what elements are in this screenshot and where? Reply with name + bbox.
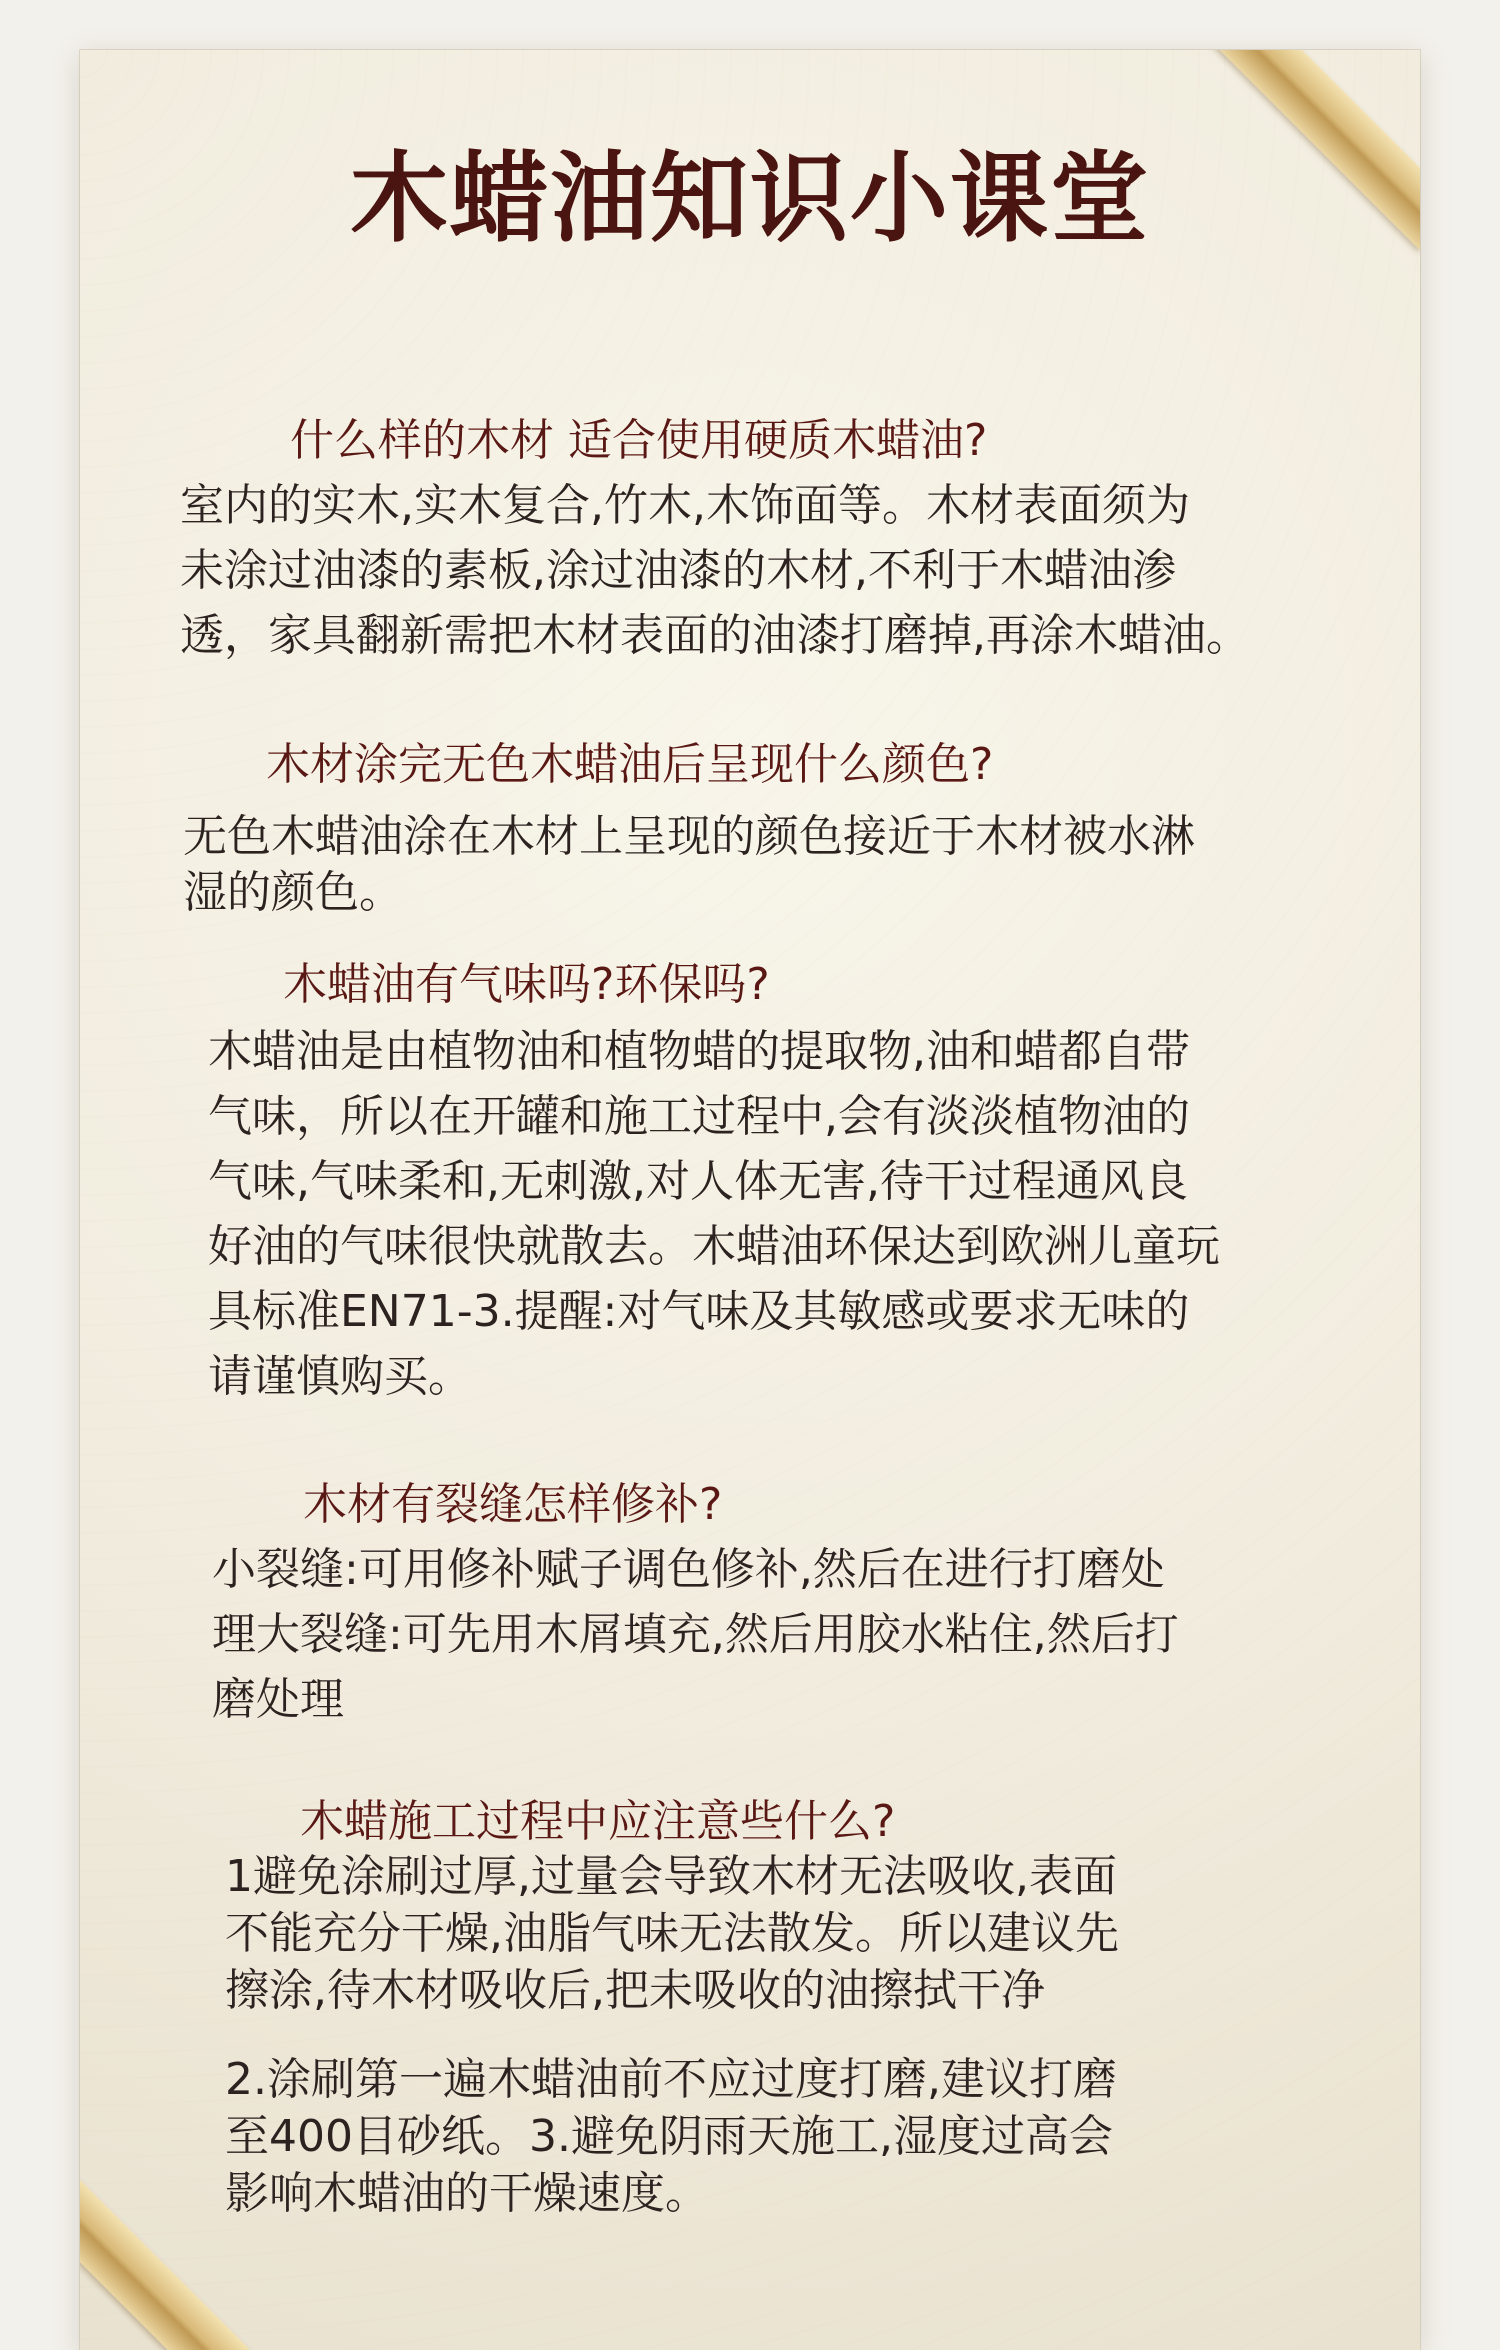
answer-line: 1避免涂刷过厚,过量会导致木材无法吸收,表面 — [225, 1851, 1117, 1902]
question-heading: 木材涂完无色木蜡油后呈现什么颜色? — [266, 739, 994, 790]
answer-line: 透，家具翻新需把木材表面的油漆打磨掉,再涂木蜡油。 — [180, 610, 1250, 661]
answer-line: 室内的实木,实木复合,竹木,木饰面等。木材表面须为 — [180, 480, 1190, 531]
answer-line: 请谨慎购买。 — [208, 1351, 472, 1402]
answer-text — [183, 809, 1195, 921]
answer-line: 理大裂缝:可先用木屑填充,然后用胶水粘住,然后打 — [212, 1609, 1179, 1660]
answer-line: 未涂过油漆的素板,涂过油漆的木材,不利于木蜡油渗 — [180, 545, 1176, 596]
answer-line: 不能充分干燥,油脂气味无法散发。所以建议先 — [225, 1908, 1119, 1959]
question-heading: 木蜡施工过程中应注意些什么? — [300, 1796, 896, 1847]
answer-line: 至400目砂纸。3.避免阴雨天施工,湿度过高会 — [225, 2111, 1113, 2162]
answer-line: 2.涂刷第一遍木蜡油前不应过度打磨,建议打磨 — [225, 2054, 1117, 2105]
answer-line: 好油的气味很快就散去。木蜡油环保达到欧洲儿童玩 — [208, 1221, 1220, 1272]
answer-line: 擦涂,待木材吸收后,把未吸收的油擦拭干净 — [225, 1965, 1045, 2016]
answer-line: 气味，所以在开罐和施工过程中,会有淡淡植物油的 — [208, 1091, 1190, 1142]
answer-text — [208, 1019, 1220, 1409]
answer-line: 磨处理 — [212, 1674, 344, 1725]
answer-line: 气味,气味柔和,无刺激,对人体无害,待干过程通风良 — [208, 1156, 1188, 1207]
answer-line: 无色木蜡油涂在木材上呈现的颜色接近于木材被水淋 — [183, 811, 1195, 862]
question-heading: 木材有裂缝怎样修补? — [303, 1479, 723, 1530]
answer-text — [180, 473, 1250, 668]
question-heading: 木蜡油有气味吗?环保吗? — [283, 959, 770, 1010]
answer-line: 湿的颜色。 — [183, 867, 403, 918]
question-heading: 什么样的木材 适合使用硬质木蜡油? — [290, 415, 988, 466]
answer-line: 木蜡油是由植物油和植物蜡的提取物,油和蜡都自带 — [208, 1026, 1190, 1077]
paragraph-gap — [225, 2019, 1119, 2051]
answer-line: 影响木蜡油的干燥速度。 — [225, 2168, 709, 2219]
answer-line: 小裂缝:可用修补赋子调色修补,然后在进行打磨处 — [212, 1544, 1165, 1595]
answer-text — [225, 1848, 1119, 2222]
page-title: 木蜡油知识小课堂 — [349, 141, 1150, 256]
answer-text — [212, 1537, 1179, 1732]
answer-line: 具标准EN71-3.提醒:对气味及其敏感或要求无味的 — [208, 1286, 1190, 1337]
